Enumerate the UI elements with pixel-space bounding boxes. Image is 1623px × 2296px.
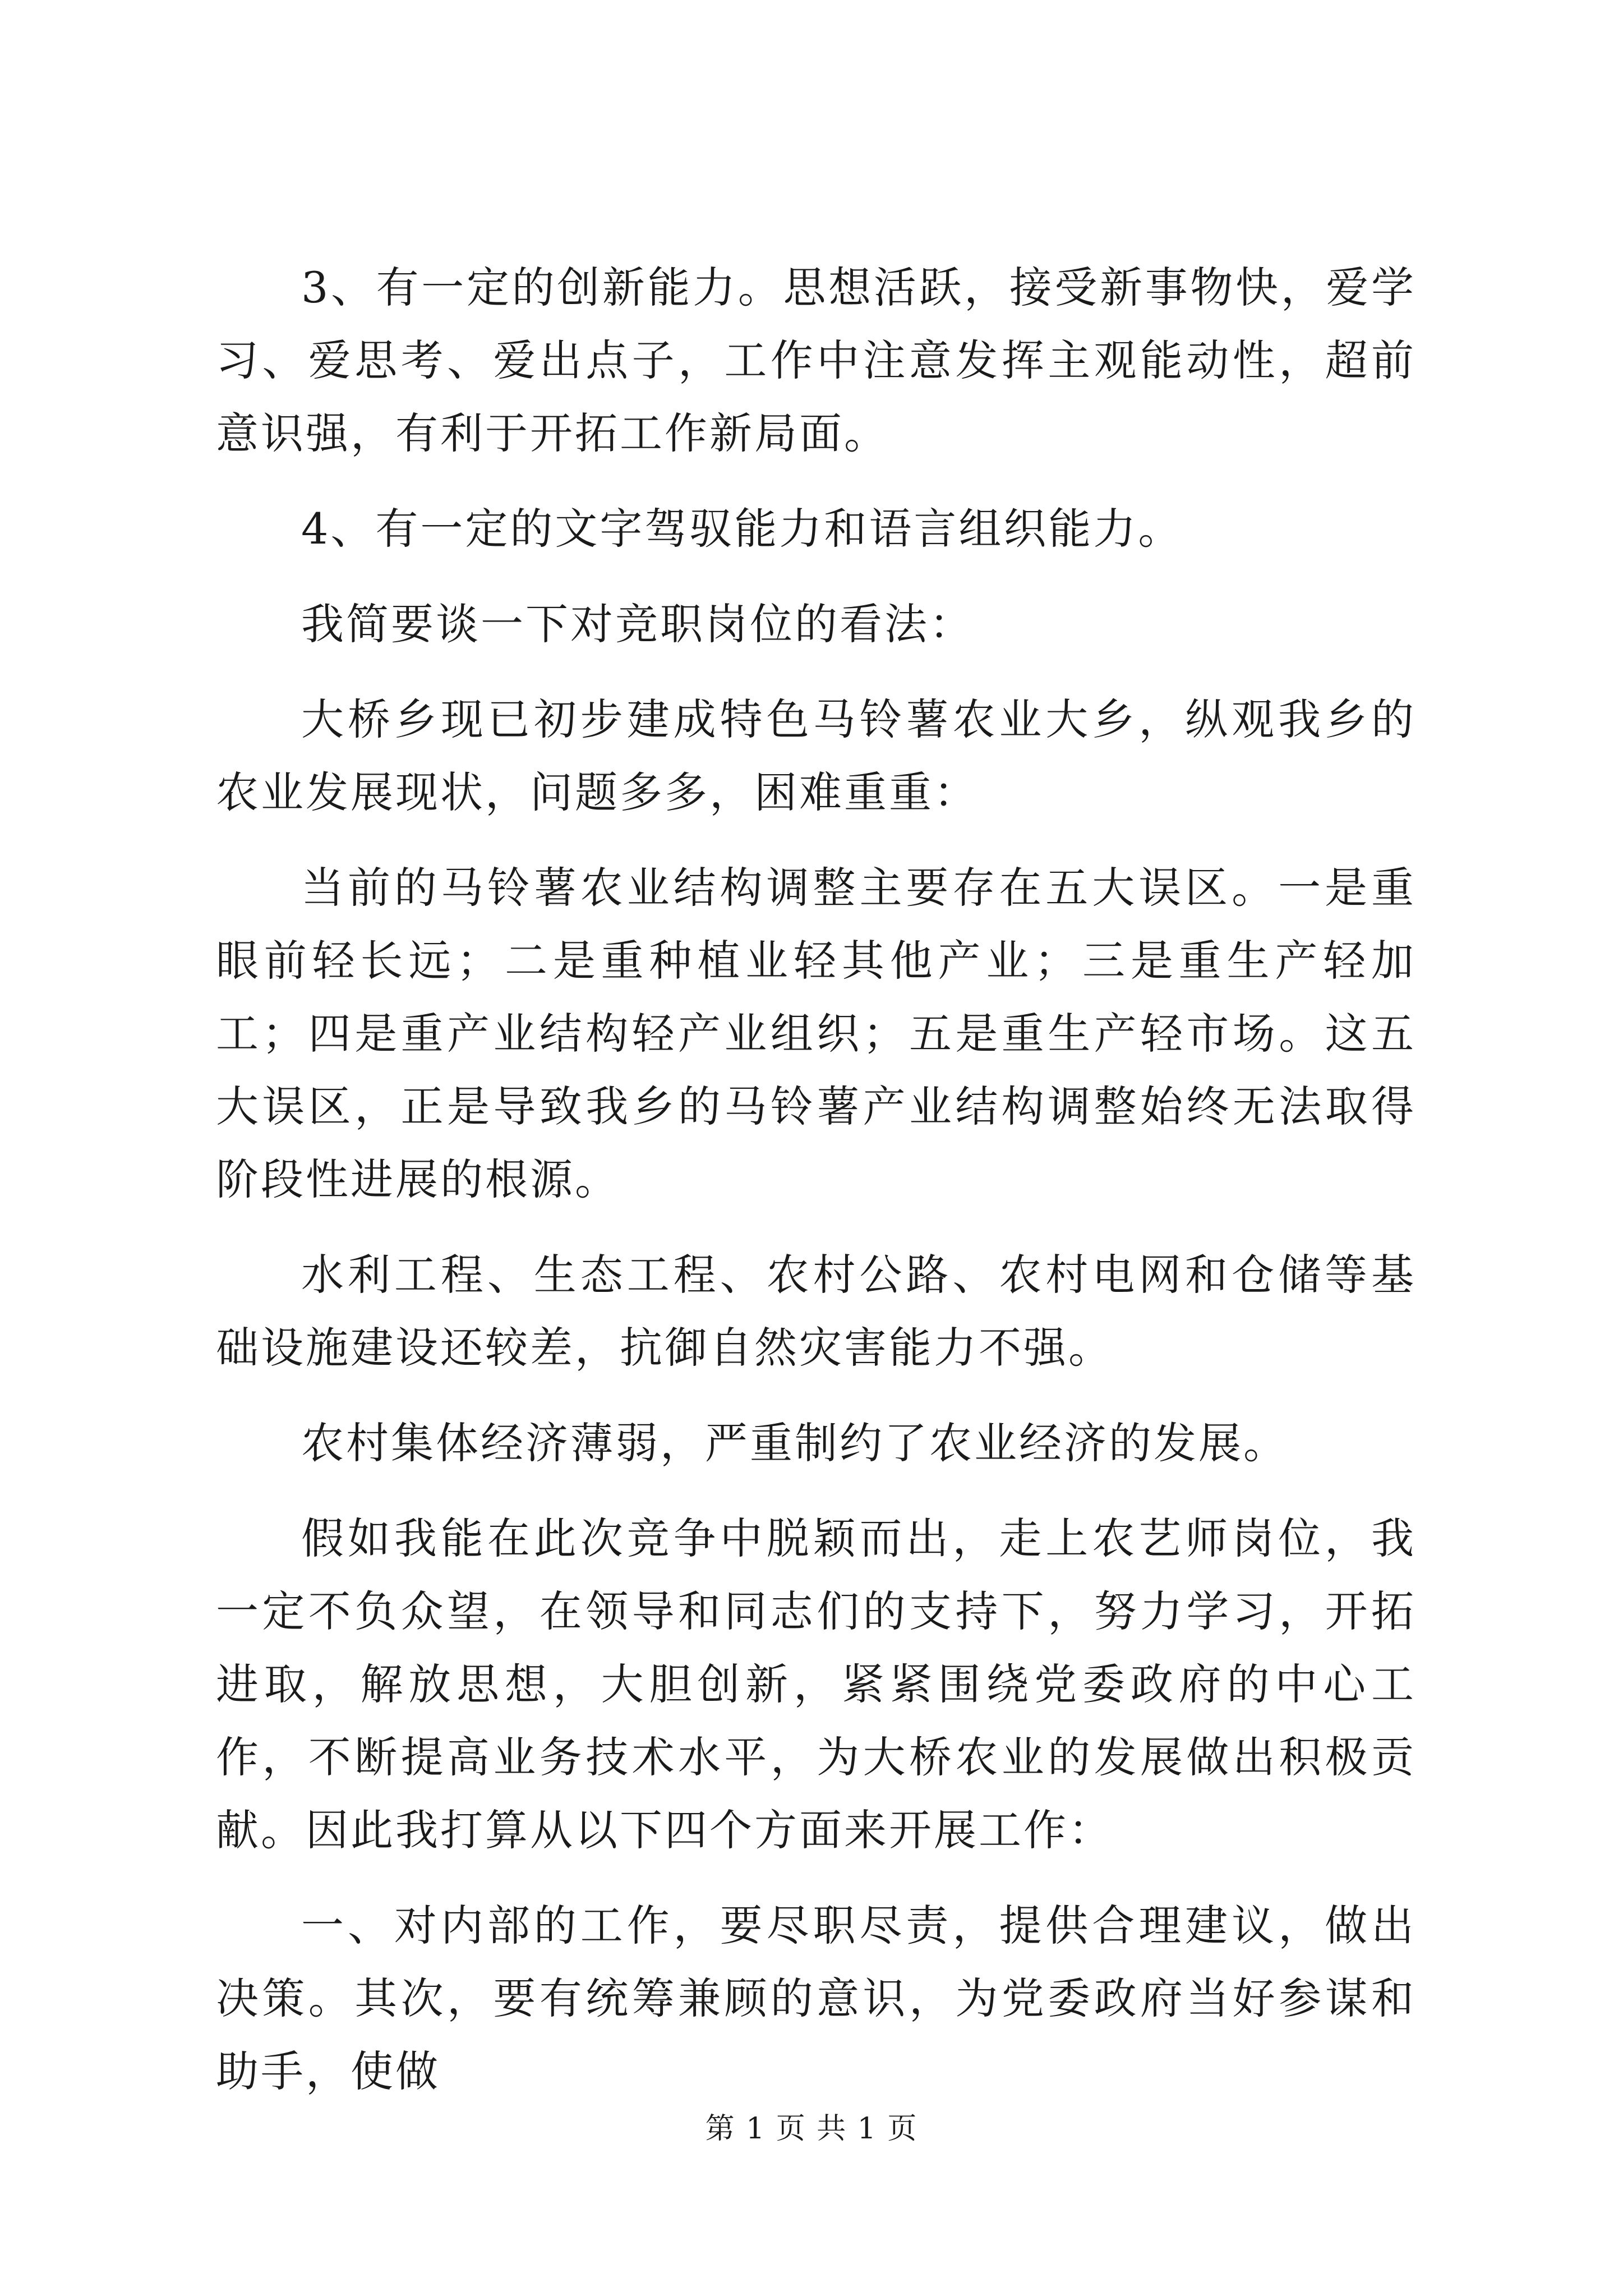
paragraph-innovation-ability: 3、有一定的创新能力。思想活跃，接受新事物快，爱学习、爱思考、爱出点子，工作中注意发挥主观能动性，超前意识强，有利于开拓工作新局面。 (216, 263, 1416, 458)
paragraph-collective-economy: 农村集体经济薄弱，严重制约了农业经济的发展。 (301, 1418, 1288, 1468)
paragraph-writing-ability: 4、有一定的文字驾驭能力和语言组织能力。 (301, 504, 1183, 554)
paragraph-five-misconceptions: 当前的马铃薯农业结构调整主要存在五大误区。一是重眼前轻长远；二是重种植业轻其他产业；三是重生产轻加工；四是重产业结构轻产业组织；五是重生产轻市场。这五大误区，正是导致我乡的马铃薯产业结构调整始终无法取得阶段性进展的根源。 (216, 863, 1416, 1204)
page-footer: 第 1 页 共 1 页 (705, 2112, 918, 2146)
paragraph-infrastructure: 水利工程、生态工程、农村公路、农村电网和仓储等基础设施建设还较差，抗御自然灾害能力不强。 (216, 1250, 1416, 1373)
paragraph-internal-work: 一、对内部的工作，要尽职尽责，提供合理建议，做出决策。其次，要有统筹兼顾的意识，为党委政府当好参谋和助手，使做 (216, 1901, 1416, 2096)
paragraph-views-intro: 我简要谈一下对竞职岗位的看法： (301, 599, 974, 649)
document-body (216, 251, 1416, 2131)
paragraph-township-status: 大桥乡现已初步建成特色马铃薯农业大乡，纵观我乡的农业发展现状，问题多多，困难重重： (216, 694, 1416, 817)
paragraph-commitment: 假如我能在此次竞争中脱颖而出，走上农艺师岗位，我一定不负众望，在领导和同志们的支持下，努力学习，开拓进取，解放思想，大胆创新，紧紧围绕党委政府的中心工作，不断提高业务技术水平，为大桥农业的发展做出积极贡献。因此我打算从以下四个方面来开展工作： (216, 1513, 1416, 1855)
